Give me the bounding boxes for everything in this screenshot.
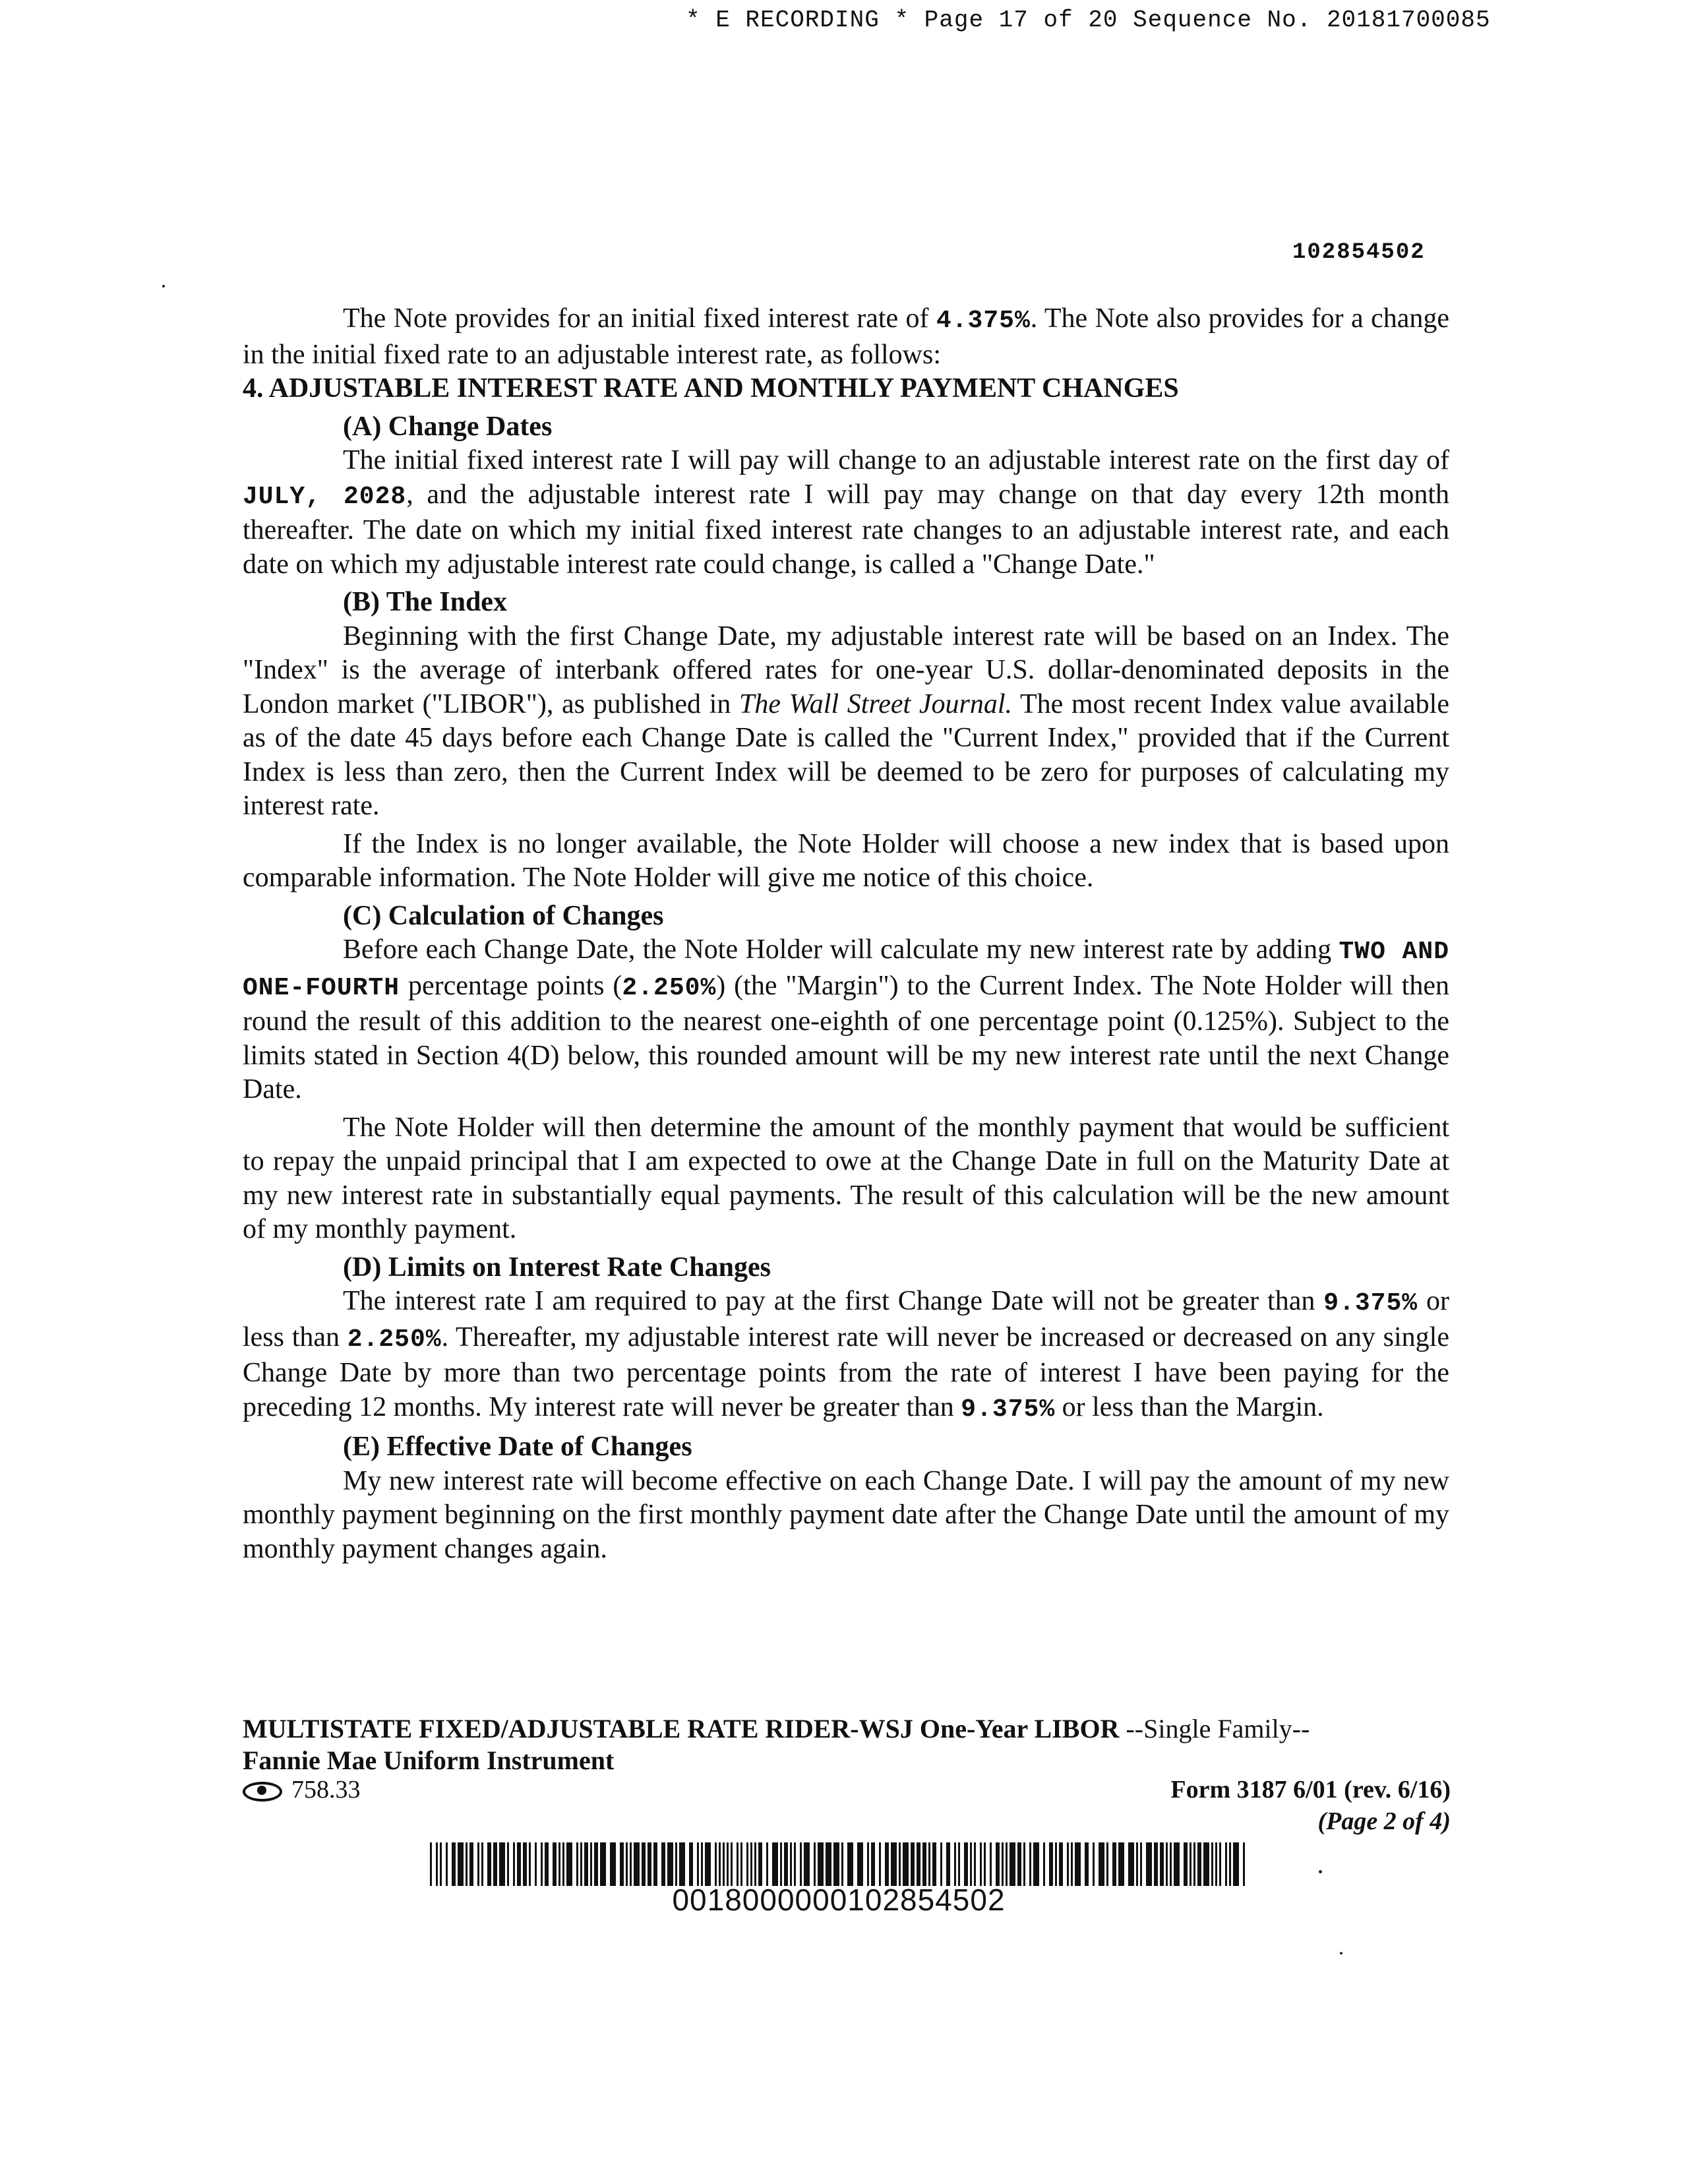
barcode-bar xyxy=(1229,1842,1231,1886)
barcode-bar xyxy=(1219,1842,1221,1886)
scan-speck xyxy=(1340,1952,1342,1955)
form-title: MULTISTATE FIXED/ADJUSTABLE RATE RIDER-WSJ One-Year LIBOR --Single Family-- Fannie Mae Uniform Instrument xyxy=(243,1714,1310,1775)
barcode-bar xyxy=(780,1842,782,1886)
barcode-bar xyxy=(667,1842,673,1886)
section-title: 4. ADJUSTABLE INTEREST RATE AND MONTHLY PAYMENT CHANGES xyxy=(243,373,1179,404)
barcode-bar xyxy=(626,1842,628,1886)
max-first-rate: 9.375% xyxy=(1323,1289,1418,1318)
barcode-bar xyxy=(847,1842,853,1886)
limits-heading: (D) Limits on Interest Rate Changes xyxy=(343,1252,771,1283)
barcode-bar xyxy=(1233,1842,1239,1886)
barcode-bar xyxy=(507,1842,509,1886)
barcode-bar xyxy=(715,1842,717,1886)
barcode-bar xyxy=(679,1842,685,1886)
barcode-bar xyxy=(535,1842,537,1886)
barcode-bar xyxy=(857,1842,863,1886)
barcode-bar xyxy=(758,1842,762,1886)
barcode-bar xyxy=(1043,1842,1045,1886)
barcode-bar xyxy=(481,1842,483,1886)
barcode-bar xyxy=(634,1842,640,1886)
change-dates-heading: (A) Change Dates xyxy=(343,411,553,442)
barcode-bar xyxy=(1193,1842,1195,1886)
barcode-bar xyxy=(705,1842,711,1886)
barcode-bar xyxy=(452,1842,456,1886)
barcode-bar xyxy=(754,1842,756,1886)
barcode-bar xyxy=(1017,1842,1021,1886)
barcode-bar xyxy=(689,1842,693,1886)
barcode-bar xyxy=(1118,1842,1124,1886)
barcode-bar xyxy=(737,1842,738,1886)
barcode-bar xyxy=(594,1842,598,1886)
barcode-bar xyxy=(980,1842,982,1886)
loan-number: 102854502 xyxy=(1292,240,1426,265)
barcode-bar xyxy=(545,1842,549,1886)
barcode-bar xyxy=(1146,1842,1152,1886)
barcode-bar xyxy=(1002,1842,1004,1886)
first-change-date: JULY, 2028 xyxy=(243,482,407,511)
barcode-bar xyxy=(826,1842,831,1886)
barcode-bar xyxy=(970,1842,972,1886)
barcode-bar xyxy=(964,1842,968,1886)
barcode-bar xyxy=(562,1842,564,1886)
recording-header: * E RECORDING * Page 17 of 20 Sequence No. 20181700085 xyxy=(686,7,1491,34)
page-indicator: (Page 2 of 4) xyxy=(1317,1807,1451,1835)
barcode-bar xyxy=(790,1842,792,1886)
barcode-bar xyxy=(885,1842,889,1886)
barcode-bar xyxy=(800,1842,802,1886)
barcode-bar xyxy=(1099,1842,1104,1886)
limits-paragraph: The interest rate I am required to pay at the first Change Date will not be greater than 9.375% or less than 2.250%. Thereafter, my adjustable interest rate will never be increased or decreased on any single Change Date by more than two percentage points from the rate of interest I have been paying for the preceding 12 months. My interest rate will never be greater than 9.375% or less than the Margin. xyxy=(243,1286,1449,1424)
barcode-bar xyxy=(871,1842,875,1886)
form-number: Form 3187 6/01 (rev. 6/16) xyxy=(1170,1776,1451,1804)
barcode-bar xyxy=(1112,1842,1116,1886)
barcode-bar xyxy=(1033,1842,1039,1886)
barcode-bar xyxy=(1160,1842,1164,1886)
barcode-bar xyxy=(1184,1842,1188,1886)
barcode-bar xyxy=(446,1842,448,1886)
scan-speck xyxy=(162,285,165,288)
barcode-bar xyxy=(784,1842,788,1886)
barcode-bar xyxy=(974,1842,976,1886)
barcode-bar xyxy=(932,1842,936,1886)
barcode-bar xyxy=(610,1842,616,1886)
intro-paragraph: The Note provides for an initial fixed interest rate of 4.375%. The Note also provides for a change in the initial fixed rate to an adjustable interest rate, as follows: xyxy=(243,303,1449,370)
barcode-bar xyxy=(566,1842,572,1886)
barcode-bar xyxy=(1170,1842,1172,1886)
barcode-bar xyxy=(558,1842,560,1886)
form-code: 758.33 xyxy=(243,1775,361,1804)
barcode-bar xyxy=(917,1842,920,1886)
min-first-rate: 2.250% xyxy=(347,1325,442,1354)
barcode-bar xyxy=(766,1842,768,1886)
barcode-bar xyxy=(723,1842,725,1886)
barcode-bar xyxy=(1190,1842,1191,1886)
barcode-bar xyxy=(499,1842,505,1886)
effective-date-heading: (E) Effective Date of Changes xyxy=(343,1432,692,1462)
change-dates-paragraph: The initial fixed interest rate I will pay will change to an adjustable interest rate on the first day of JULY, 2028, and the adjustable interest rate I will pay may change on that day every 12th month thereafter. The date on which my initial fixed interest rate changes to an adjustable interest rate, and each date on which my adjustable interest rate could change, is called a "Change Date." xyxy=(243,445,1450,580)
index-heading: (B) The Index xyxy=(343,587,507,617)
barcode-bar xyxy=(642,1842,646,1886)
barcode-bar xyxy=(436,1842,438,1886)
barcode-bar xyxy=(1006,1842,1008,1886)
barcode-bar xyxy=(899,1842,901,1886)
barcode-bar xyxy=(675,1842,677,1886)
barcode-bar xyxy=(576,1842,578,1886)
barcode-bar xyxy=(653,1842,657,1886)
barcode-bar xyxy=(996,1842,1000,1886)
eye-logo-icon xyxy=(243,1782,282,1802)
margin-rate: 2.250% xyxy=(622,973,717,1002)
index-paragraph: Beginning with the first Change Date, my adjustable interest rate will be based on an Index. The "Index" is the average of interbank offered rates for one-year U.S. dollar-denominated deposits in the London market ("LIBOR"), as published in The Wall Street Journal. The most recent Index value available as of the date 45 days before each Change Date is called the "Current Index," provided that if the Current Index is less than zero, then the Current Index will be deemed to be zero for purposes of calculating my interest rate. xyxy=(243,621,1449,821)
barcode-bar xyxy=(814,1842,816,1886)
barcode-bar xyxy=(466,1842,467,1886)
barcode-bar xyxy=(731,1842,733,1886)
barcode-bar xyxy=(1093,1842,1095,1886)
barcode-bar xyxy=(1136,1842,1138,1886)
barcode-bar xyxy=(1140,1842,1142,1886)
barcode-bar xyxy=(493,1842,497,1886)
barcode-bar xyxy=(1075,1842,1081,1886)
barcode-bar xyxy=(891,1842,897,1886)
barcode-bar xyxy=(818,1842,824,1886)
barcode-bar xyxy=(740,1842,742,1886)
barcode-bar xyxy=(1085,1842,1089,1886)
barcode-bar xyxy=(984,1842,986,1886)
barcode-bar xyxy=(580,1842,582,1886)
calculation-heading: (C) Calculation of Changes xyxy=(343,900,664,931)
publication-name: The Wall Street Journal. xyxy=(739,688,1013,719)
barcode-bar xyxy=(529,1842,531,1886)
barcode-bar xyxy=(584,1842,588,1886)
barcode-bar xyxy=(1128,1842,1134,1886)
effective-date-paragraph: My new interest rate will become effective on each Change Date. I will pay the amount of my new monthly payment beginning on the first monthly payment date after the Change Date until the amount of my monthly payment changes again. xyxy=(243,1465,1449,1564)
barcode-bar xyxy=(1010,1842,1015,1886)
barcode-bar xyxy=(469,1842,473,1886)
barcode-bar xyxy=(1067,1842,1069,1886)
barcode-bar xyxy=(940,1842,942,1886)
barcode-bar xyxy=(958,1842,960,1886)
barcode-bar xyxy=(661,1842,665,1886)
scan-speck xyxy=(1319,1870,1322,1873)
barcode-bar xyxy=(620,1842,624,1886)
barcode-bar xyxy=(772,1842,778,1886)
barcode-bar xyxy=(1211,1842,1213,1886)
barcode-bar xyxy=(1197,1842,1201,1886)
barcode-bar xyxy=(1215,1842,1217,1886)
barcode-bar xyxy=(513,1842,515,1886)
barcode-bar xyxy=(990,1842,992,1886)
barcode-bar xyxy=(833,1842,839,1886)
barcode-number: 0018000000102854502 xyxy=(672,1883,1006,1917)
barcode-bar xyxy=(1106,1842,1108,1886)
calculation-paragraph: Before each Change Date, the Note Holder will calculate my new interest rate by adding TWO AND ONE-FOURTH percentage points (2.250%) (the "Margin") to the Current Index. The Note Holder will then round the result of this addition to the nearest one-eighth of one percentage point (0.125%). Subject to the limits stated in Section 4(D) below, this rounded amount will be my new interest rate until the next Change Date. xyxy=(243,934,1449,1105)
barcode-bar xyxy=(430,1842,432,1886)
barcode-bar xyxy=(630,1842,632,1886)
barcode-bar xyxy=(750,1842,752,1886)
barcode-bar xyxy=(922,1842,926,1886)
barcode-bar xyxy=(553,1842,557,1886)
form-subtitle: Fannie Mae Uniform Instrument xyxy=(243,1745,615,1775)
barcode-bar xyxy=(841,1842,843,1886)
barcode-bar xyxy=(697,1842,699,1886)
rider-body xyxy=(243,302,1449,1566)
barcode-bar xyxy=(1059,1842,1063,1886)
barcode-bar xyxy=(727,1842,729,1886)
barcode-bar xyxy=(1174,1842,1180,1886)
barcode-bar xyxy=(701,1842,703,1886)
initial-rate: 4.375% xyxy=(936,307,1031,335)
barcode-bar xyxy=(928,1842,930,1886)
barcode-bar xyxy=(1166,1842,1168,1886)
barcode-bar xyxy=(719,1842,721,1886)
barcode-bar xyxy=(954,1842,956,1886)
barcode-bar xyxy=(487,1842,491,1886)
barcode-bar xyxy=(1225,1842,1227,1886)
barcode-bar xyxy=(1049,1842,1053,1886)
monthly-payment-paragraph: The Note Holder will then determine the amount of the monthly payment that would be sufficient to repay the unpaid principal that I am expected to owe at the Change Date in full on the Maturity Date at my new interest rate in substantially equal payments. The result of this calculation will be the new amount of my monthly payment. xyxy=(243,1112,1449,1244)
barcode-bar xyxy=(590,1842,592,1886)
barcode-bar xyxy=(911,1842,915,1886)
barcode-bar xyxy=(1203,1842,1209,1886)
barcode-bar xyxy=(648,1842,651,1886)
barcode-bar xyxy=(600,1842,606,1886)
barcode-bar xyxy=(794,1842,796,1886)
barcode-bar xyxy=(541,1842,543,1886)
barcode-bar xyxy=(458,1842,464,1886)
max-rate: 9.375% xyxy=(961,1395,1056,1424)
barcode-bar xyxy=(1029,1842,1031,1886)
barcode-bar xyxy=(1243,1842,1245,1886)
barcode-bar xyxy=(1071,1842,1073,1886)
barcode-bar xyxy=(804,1842,810,1886)
barcode-bar xyxy=(867,1842,869,1886)
margin-words: TWO AND ONE-FOURTH xyxy=(243,938,1449,1002)
barcode xyxy=(430,1842,1248,1886)
barcode-bar xyxy=(517,1842,521,1886)
barcode-bar xyxy=(746,1842,748,1886)
barcode-bar xyxy=(903,1842,909,1886)
barcode-bar xyxy=(477,1842,479,1886)
barcode-bar xyxy=(440,1842,442,1886)
barcode-bar xyxy=(1023,1842,1025,1886)
barcode-bar xyxy=(879,1842,881,1886)
index-unavailable-paragraph: If the Index is no longer available, the Note Holder will choose a new index that is based upon comparable information. The Note Holder will give me notice of this choice. xyxy=(243,828,1449,893)
barcode-bar xyxy=(1154,1842,1158,1886)
barcode-bar xyxy=(946,1842,950,1886)
barcode-bar xyxy=(1055,1842,1057,1886)
barcode-bar xyxy=(523,1842,527,1886)
